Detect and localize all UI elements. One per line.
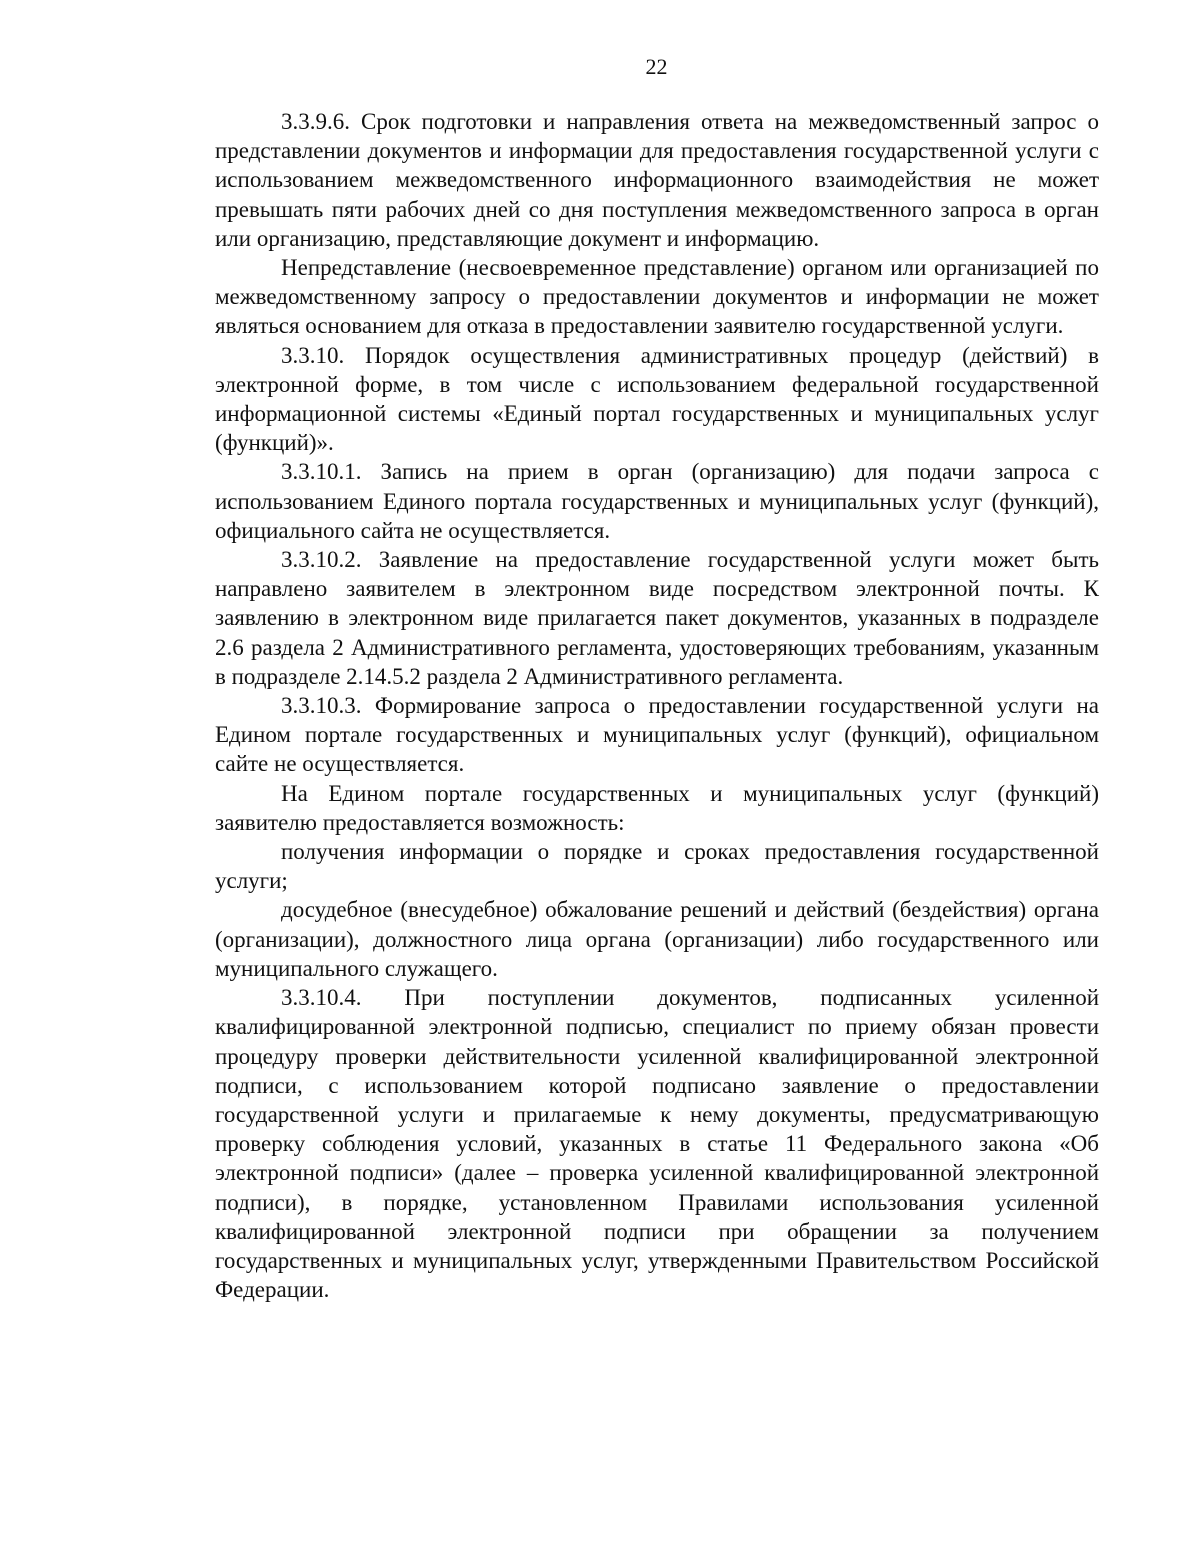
paragraph-3-3-10-1: 3.3.10.1. Запись на прием в орган (организацию) для подачи запроса с использованием Единого портала государственных и муниципальных услуг (функций), официального сайта не осуществляется. (215, 459, 1099, 543)
document-body (215, 107, 1099, 1304)
list-item-appeal: досудебное (внесудебное) обжалование решений и действий (бездействия) органа (организации), должностного лица органа (организации) либо государственного или муниципального служащего. (215, 897, 1099, 981)
list-item-information: получения информации о порядке и сроках предоставления государственной услуги; (215, 839, 1099, 894)
page-number: 22 (645, 54, 668, 79)
paragraph-3-3-10-2: 3.3.10.2. Заявление на предоставление государственной услуги может быть направлено заявителем в электронном виде посредством электронной почты. К заявлению в электронном виде прилагается пакет документов, указанных в подразделе 2.6 раздела 2 Административного регламента, удостоверяющих требованиям, указанным в подразделе 2.14.5.2 раздела 2 Административного регламента. (215, 547, 1099, 689)
paragraph-3-3-10: 3.3.10. Порядок осуществления административных процедур (действий) в электронной форме, в том числе с использованием федеральной государственной информационной системы «Единый портал государственных и муниципальных услуг (функций)». (215, 342, 1099, 456)
paragraph-non-submission: Непредставление (несвоевременное представление) органом или организацией по межведомственному запросу о предоставлении документов и информации не может являться основанием для отказа в предоставлении заявителю государственной услуги. (215, 255, 1099, 339)
paragraph-3-3-10-4: 3.3.10.4. При поступлении документов, подписанных усиленной квалифицированной электронной подписью, специалист по приему обязан провести процедуру проверки действительности усиленной квалифицированной электронной подписи, с использованием которой подписано заявление о предоставлении государственной услуги и прилагаемые к нему документы, предусматривающую проверку соблюдения условий, указанных в статье 11 Федерального закона «Об электронной подписи» (далее – проверка усиленной квалифицированной электронной подписи), в порядке, установленном Правилами использования усиленной квалифицированной электронной подписи при обращении за получением государственных и муниципальных услуг, утвержденными Правительством Российской Федерации. (215, 985, 1099, 1303)
paragraph-3-3-10-3: 3.3.10.3. Формирование запроса о предоставлении государственной услуги на Едином портале государственных и муниципальных услуг (функций), официальном сайте не осуществляется. (215, 693, 1099, 777)
paragraph-3-3-9-6: 3.3.9.6. Срок подготовки и направления ответа на межведомственный запрос о представлении документов и информации для предоставления государственной услуги с использованием межведомственного информационного взаимодействия не может превышать пяти рабочих дней со дня поступления межведомственного запроса в орган или организацию, представляющие документ и информацию. (215, 109, 1099, 251)
paragraph-portal-opportunities: На Едином портале государственных и муниципальных услуг (функций) заявителю предоставляется возможность: (215, 780, 1099, 835)
